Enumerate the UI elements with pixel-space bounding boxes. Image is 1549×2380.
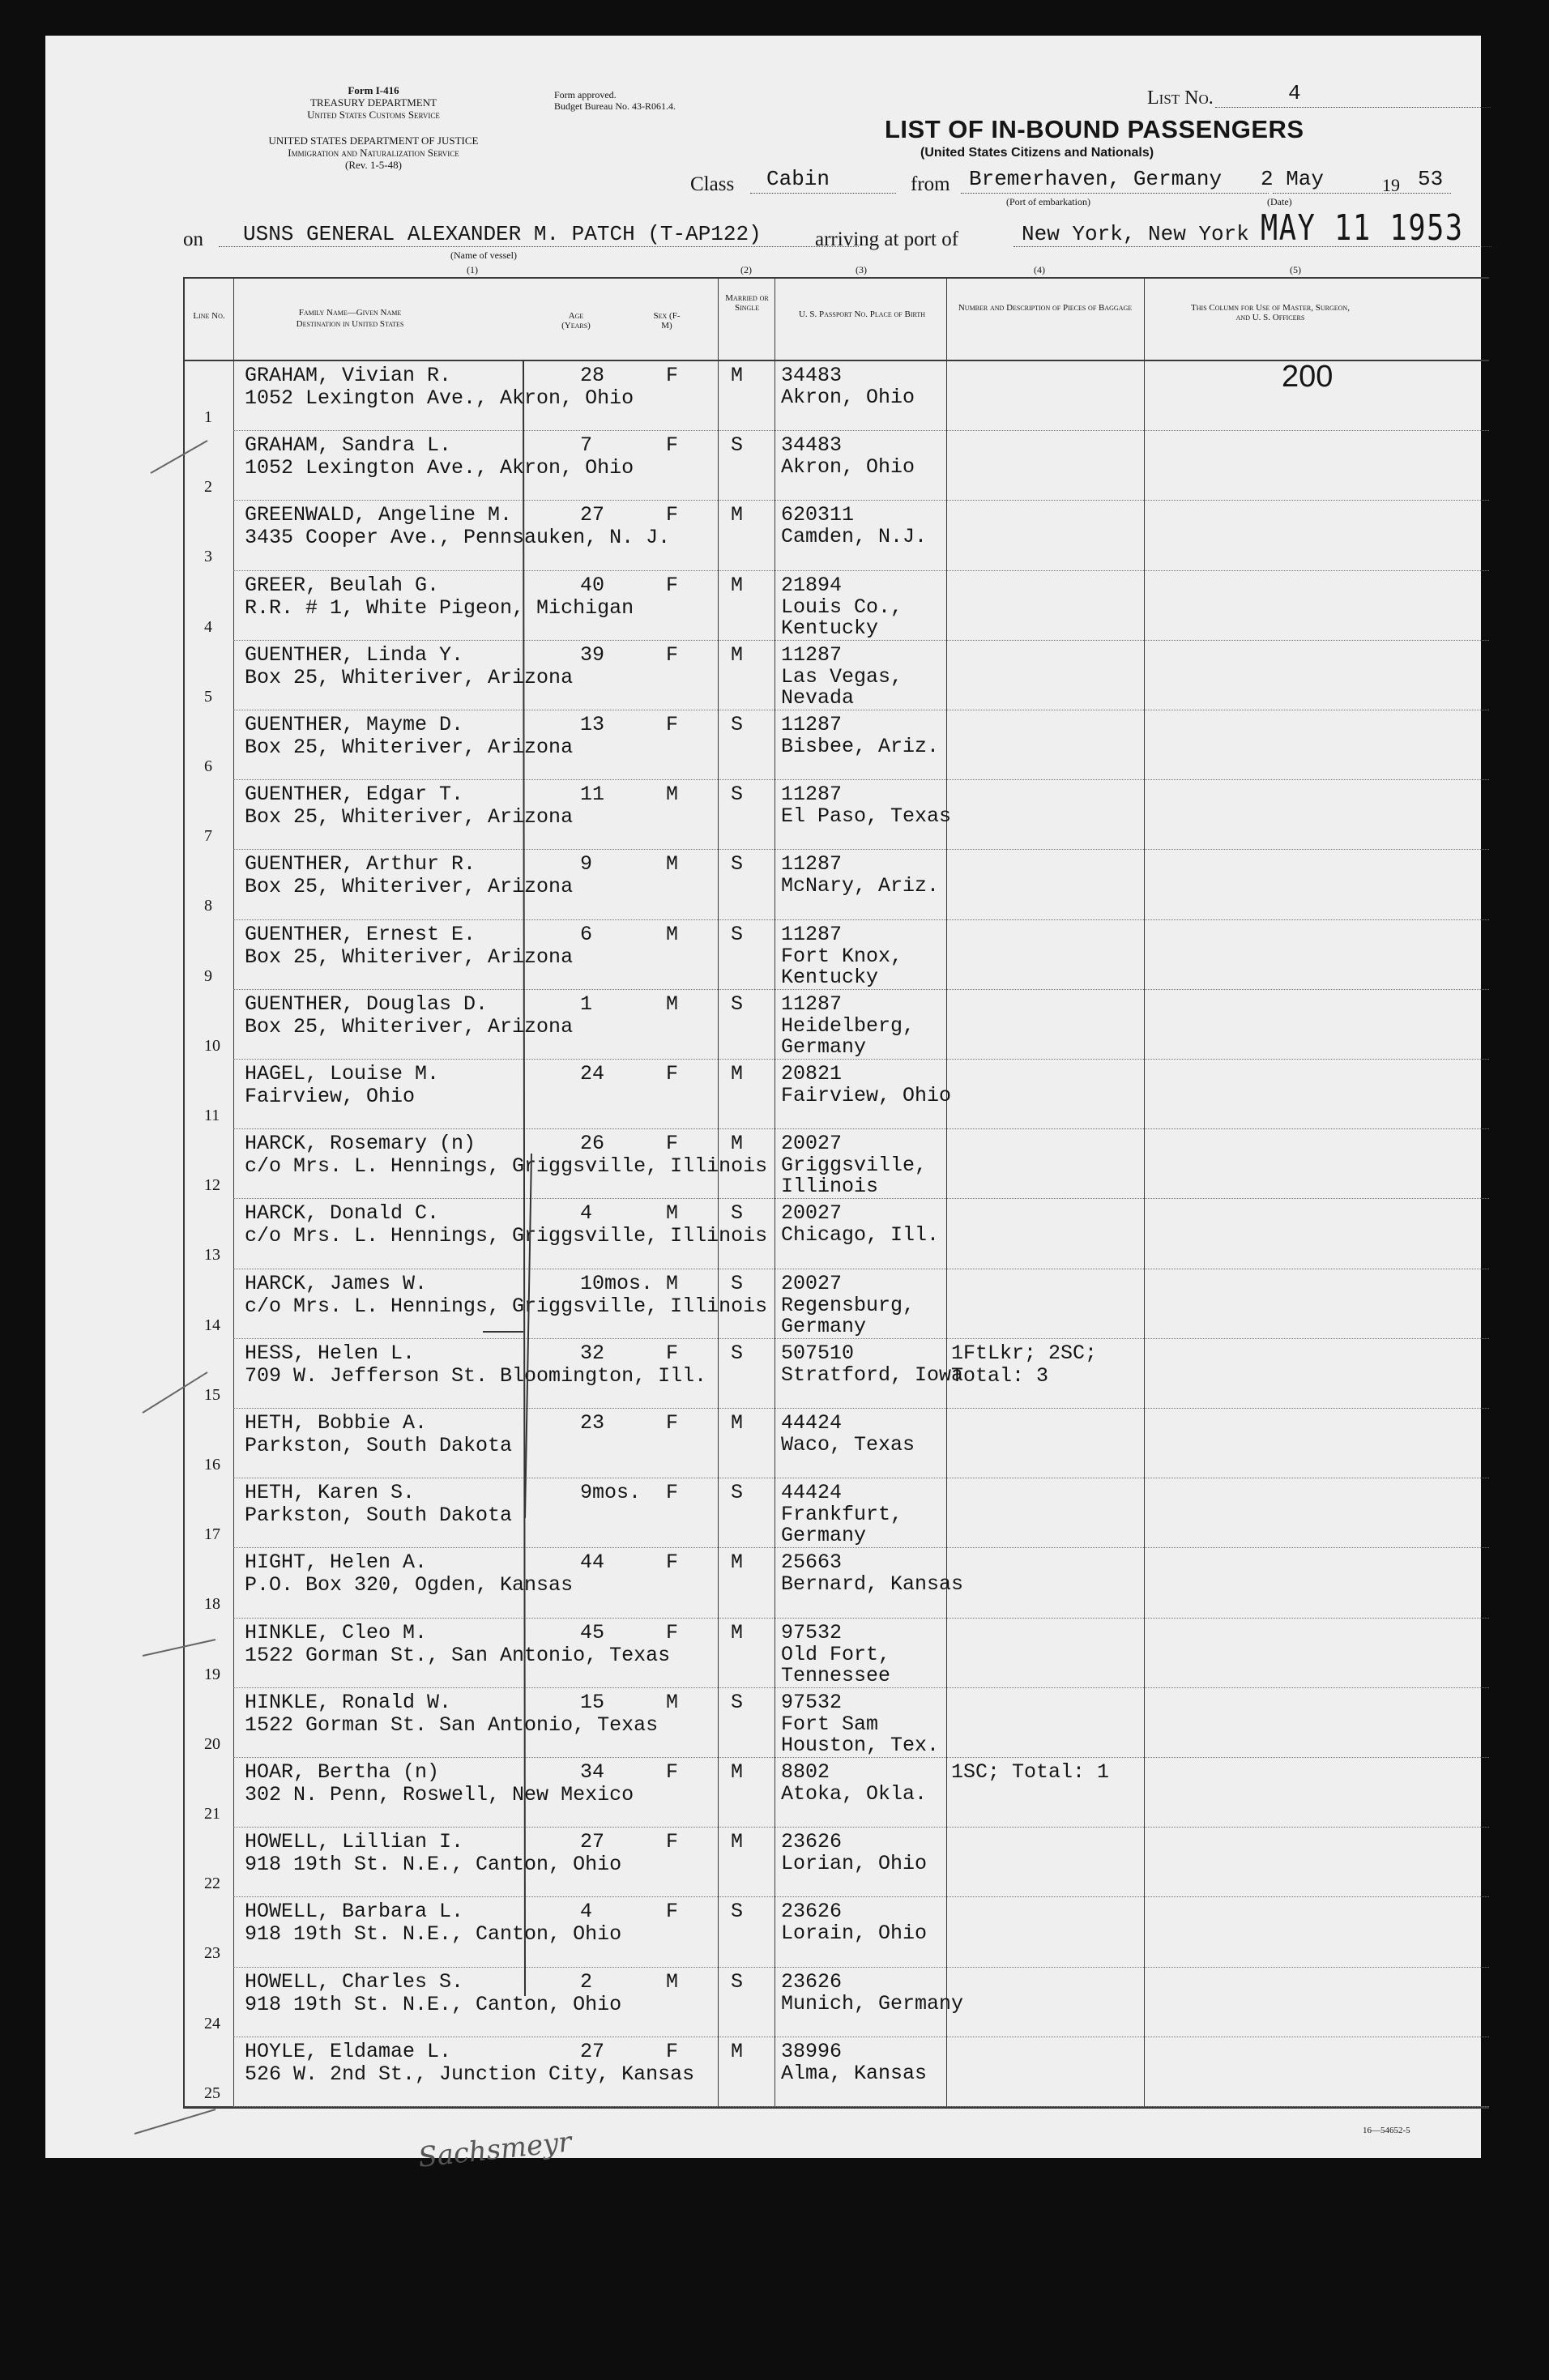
passenger-name: HARCK, Donald C. [245, 1201, 440, 1226]
marital-status: M [731, 1760, 744, 1784]
place-of-birth: Louis Co., Kentucky [781, 595, 903, 640]
passenger-name: GUENTHER, Ernest E. [245, 922, 476, 946]
line-number: 23 [204, 1944, 220, 1963]
passport-number: 25663 [781, 1550, 843, 1575]
port-caption: (Port of embarkation) [1006, 196, 1090, 207]
passenger-name: GRAHAM, Sandra L. [245, 433, 452, 458]
col-num: (5) [1290, 264, 1301, 275]
passenger-address: 526 W. 2nd St., Junction City, Kansas [245, 2062, 695, 2086]
col-num: (3) [856, 264, 867, 275]
passenger-age: 40 [580, 573, 605, 597]
passenger-age: 39 [580, 642, 605, 667]
passenger-age: 34 [580, 1760, 605, 1784]
passenger-name: GREER, Beulah G. [245, 573, 440, 597]
arriving-label: arriving at port of [815, 228, 959, 250]
marital-status: M [731, 1132, 744, 1156]
passenger-age: 10mos. [580, 1271, 654, 1295]
passenger-sex: F [666, 1830, 679, 1854]
line-number: 22 [204, 1875, 220, 1893]
passenger-sex: F [666, 1620, 679, 1644]
passenger-address: R.R. # 1, White Pigeon, Michigan [245, 595, 634, 620]
marital-status: S [731, 1969, 744, 1994]
passenger-address: 302 N. Penn, Roswell, New Mexico [245, 1783, 634, 1806]
passenger-address: c/o Mrs. L. Hennings, Griggsville, Illinois [245, 1224, 768, 1248]
line-number: 17 [204, 1525, 220, 1544]
date-caption: (Date) [1267, 196, 1292, 207]
passenger-address: c/o Mrs. L. Hennings, Griggsville, Illinois [245, 1154, 768, 1179]
line-number: 3 [204, 548, 212, 566]
class-label: Class [690, 173, 735, 195]
col-header-destination: Destination in United States [296, 319, 404, 329]
marital-status: M [731, 1550, 744, 1575]
passenger-age: 27 [580, 2039, 605, 2063]
col-num: (4) [1034, 264, 1045, 275]
place-of-birth: Camden, N.J. [781, 525, 928, 549]
passenger-sex: M [666, 852, 679, 877]
passenger-age: 27 [580, 1830, 605, 1854]
passport-number: 620311 [781, 503, 855, 527]
passenger-address: c/o Mrs. L. Hennings, Griggsville, Illinois [245, 1294, 768, 1318]
manifest-page [45, 36, 1481, 2174]
line-number: 13 [204, 1246, 220, 1265]
class-value: Cabin [766, 167, 830, 191]
place-of-birth: Akron, Ohio [781, 386, 915, 409]
passenger-name: HESS, Helen L. [245, 1341, 416, 1365]
marital-status: M [731, 1411, 744, 1435]
place-of-birth: Munich, Germany [781, 1991, 964, 2015]
line-number: 8 [204, 897, 212, 915]
list-no-label: List No. [1147, 87, 1214, 109]
place-of-birth: Fairview, Ohio [781, 1084, 952, 1107]
passenger-name: HINKLE, Cleo M. [245, 1620, 428, 1644]
marital-status: M [731, 1620, 744, 1644]
passenger-age: 13 [580, 713, 605, 736]
passenger-age: 24 [580, 1062, 605, 1086]
marital-status: S [731, 1481, 744, 1505]
passenger-age: 26 [580, 1132, 605, 1156]
marital-status: S [731, 1341, 744, 1365]
passport-number: 20027 [781, 1271, 843, 1295]
passport-number: 11287 [781, 992, 843, 1016]
col-num: (1) [467, 264, 478, 275]
passenger-name: GUENTHER, Edgar T. [245, 783, 464, 807]
verification-marks [45, 36, 1481, 2158]
passenger-age: 28 [580, 364, 605, 387]
line-number: 24 [204, 2014, 220, 2032]
line-number: 2 [204, 478, 212, 497]
customs-service: United States Customs Service [307, 109, 440, 121]
place-of-birth: Fort Sam Houston, Tex. [781, 1712, 940, 1757]
passenger-sex: M [666, 1969, 679, 1994]
passport-number: 44424 [781, 1411, 843, 1435]
place-of-birth: McNary, Ariz. [781, 874, 940, 898]
place-of-birth: Fort Knox, Kentucky [781, 944, 903, 989]
passport-number: 44424 [781, 1481, 843, 1505]
from-label: from [911, 173, 950, 195]
passport-number: 20821 [781, 1062, 843, 1086]
passenger-sex: F [666, 1411, 679, 1435]
passenger-age: 15 [580, 1690, 605, 1714]
place-of-birth: Stratford, Iowa [781, 1363, 964, 1387]
passport-number: 34483 [781, 364, 843, 387]
passenger-sex: F [666, 1760, 679, 1784]
vessel-name: USNS GENERAL ALEXANDER M. PATCH (T-AP122) [243, 222, 762, 246]
line-number: 5 [204, 687, 212, 706]
passenger-sex: F [666, 364, 679, 387]
page-subtitle: (United States Citizens and Nationals) [920, 146, 1154, 160]
passenger-address: 1052 Lexington Ave., Akron, Ohio [245, 456, 634, 480]
line-number: 10 [204, 1036, 220, 1055]
passenger-name: HOYLE, Eldamae L. [245, 2039, 452, 2063]
col-header-officers: This Column for Use of Master, Surgeon, and U. S. Officers [1191, 303, 1350, 322]
passenger-address: 1052 Lexington Ave., Akron, Ohio [245, 386, 634, 410]
passenger-name: HARCK, James W. [245, 1271, 428, 1295]
passenger-age: 27 [580, 503, 605, 527]
line-number: 15 [204, 1385, 220, 1404]
line-number: 14 [204, 1316, 220, 1334]
passenger-sex: F [666, 1132, 679, 1156]
passport-number: 8802 [781, 1760, 830, 1784]
passport-number: 34483 [781, 433, 843, 458]
line-number: 11 [204, 1107, 220, 1124]
passenger-sex: M [666, 1201, 679, 1226]
passenger-age: 4 [580, 1201, 593, 1226]
passenger-sex: F [666, 1550, 679, 1575]
passenger-age: 6 [580, 922, 593, 946]
form-number: Form I-416 [348, 84, 399, 96]
col-header-married: Married or Single [725, 293, 769, 313]
col-header-passport: U. S. Passport No. Place of Birth [798, 309, 926, 319]
passenger-address: Box 25, Whiteriver, Arizona [245, 665, 574, 689]
passenger-name: HOWELL, Charles S. [245, 1969, 464, 1994]
officers-number: 200 [1282, 360, 1334, 394]
passport-number: 11287 [781, 852, 843, 877]
passenger-age: 11 [580, 783, 605, 807]
passport-number: 507510 [781, 1341, 855, 1365]
passenger-address: 918 19th St. N.E., Canton, Ohio [245, 1992, 622, 2016]
marital-status: M [731, 1830, 744, 1854]
passport-number: 23626 [781, 1969, 843, 1994]
line-number: 4 [204, 617, 212, 636]
passenger-age: 4 [580, 1900, 593, 1924]
footer-code: 16—54652-5 [1363, 2126, 1410, 2135]
passenger-name: HOAR, Bertha (n) [245, 1760, 440, 1784]
line-number: 12 [204, 1176, 220, 1195]
passenger-address: 1522 Gorman St., San Antonio, Texas [245, 1643, 671, 1667]
passenger-address: P.O. Box 320, Ogden, Kansas [245, 1573, 574, 1597]
passport-number: 11287 [781, 713, 843, 736]
form-approval: Form approved. [554, 89, 617, 100]
line-number: 16 [204, 1456, 220, 1474]
col-header-name: Family Name—Given Name [298, 308, 402, 318]
passenger-age: 9 [580, 852, 593, 877]
marital-status: M [731, 364, 744, 387]
passenger-name: HETH, Karen S. [245, 1481, 416, 1505]
line-number: 7 [204, 827, 212, 846]
passport-number: 38996 [781, 2039, 843, 2063]
place-of-birth: Lorian, Ohio [781, 1852, 928, 1876]
passenger-address: 709 W. Jefferson St. Bloomington, Ill. [245, 1363, 707, 1388]
place-of-birth: Griggsville, Illinois [781, 1154, 928, 1199]
passenger-name: GUENTHER, Linda Y. [245, 642, 464, 667]
place-of-birth: Akron, Ohio [781, 455, 915, 480]
place-of-birth: Waco, Texas [781, 1433, 915, 1457]
passenger-address: 918 19th St. N.E., Canton, Ohio [245, 1922, 622, 1947]
place-of-birth: Chicago, Ill. [781, 1223, 940, 1248]
passenger-name: GRAHAM, Vivian R. [245, 364, 452, 387]
marital-status: M [731, 503, 744, 527]
passenger-sex: M [666, 992, 679, 1016]
passenger-address: Box 25, Whiteriver, Arizona [245, 805, 574, 830]
marital-status: M [731, 642, 744, 667]
treasury-department: TREASURY DEPARTMENT [309, 96, 437, 109]
marital-status: S [731, 852, 744, 877]
passenger-age: 44 [580, 1550, 605, 1575]
passport-number: 97532 [781, 1620, 843, 1644]
line-number: 1 [204, 408, 212, 426]
marital-status: S [731, 1201, 744, 1226]
arrival-port: New York, New York [1022, 222, 1249, 246]
line-number: 25 [204, 2084, 220, 2102]
port-embarkation: Bremerhaven, Germany [969, 167, 1223, 191]
list-no-value: 4 [1288, 81, 1301, 105]
baggage-description: 1SC; Total: 1 [951, 1760, 1110, 1784]
marital-status: M [731, 573, 744, 597]
passenger-address: Parkston, South Dakota [245, 1434, 513, 1457]
place-of-birth: Alma, Kansas [781, 2061, 928, 2085]
passenger-age: 23 [580, 1411, 605, 1435]
passenger-address: Fairview, Ohio [245, 1085, 416, 1108]
place-of-birth: El Paso, Texas [781, 804, 952, 829]
marital-status: S [731, 783, 744, 807]
passenger-sex: M [666, 1271, 679, 1295]
passport-number: 11287 [781, 783, 843, 807]
marital-status: S [731, 433, 744, 458]
page-title: LIST OF IN-BOUND PASSENGERS [885, 115, 1304, 143]
place-of-birth: Bernard, Kansas [781, 1572, 964, 1597]
passenger-sex: F [666, 1341, 679, 1365]
passenger-name: GUENTHER, Mayme D. [245, 713, 464, 736]
arrival-stamp: MAY 11 1953 [1261, 207, 1464, 249]
place-of-birth: Atoka, Okla. [781, 1782, 928, 1806]
passenger-name: HETH, Bobbie A. [245, 1411, 428, 1435]
passport-number: 11287 [781, 642, 843, 667]
passenger-sex: M [666, 922, 679, 946]
passenger-sex: F [666, 433, 679, 458]
year-suffix: 53 [1418, 167, 1444, 191]
on-label: on [183, 228, 203, 250]
line-number: 6 [204, 757, 212, 775]
budget-bureau: Budget Bureau No. 43-R061.4. [554, 100, 676, 112]
passenger-address: Box 25, Whiteriver, Arizona [245, 875, 574, 899]
passenger-sex: M [666, 783, 679, 807]
passenger-sex: F [666, 1481, 679, 1505]
line-number: 20 [204, 1734, 220, 1753]
place-of-birth: Heidelberg, Germany [781, 1013, 915, 1059]
passenger-address: 918 19th St. N.E., Canton, Ohio [245, 1853, 622, 1877]
place-of-birth: Old Fort, Tennessee [781, 1642, 891, 1687]
passenger-name: HARCK, Rosemary (n) [245, 1132, 476, 1156]
passenger-address: Parkston, South Dakota [245, 1503, 513, 1528]
passenger-name: GREENWALD, Angeline M. [245, 503, 513, 527]
passenger-sex: F [666, 642, 679, 667]
year-prefix: 19 [1382, 175, 1400, 195]
line-number: 19 [204, 1665, 220, 1683]
passenger-address: Box 25, Whiteriver, Arizona [245, 736, 574, 759]
marital-status: S [731, 992, 744, 1016]
passenger-sex: F [666, 1900, 679, 1924]
passenger-name: HIGHT, Helen A. [245, 1550, 428, 1575]
passenger-name: GUENTHER, Arthur R. [245, 852, 476, 877]
passenger-age: 1 [580, 992, 593, 1016]
place-of-birth: Regensburg, Germany [781, 1293, 915, 1338]
marital-status: S [731, 1690, 744, 1714]
signature: Sachsmeyr [416, 2126, 574, 2174]
line-number: 21 [204, 1805, 220, 1823]
passenger-sex: F [666, 713, 679, 736]
passenger-age: 45 [580, 1620, 605, 1644]
col-header-line-no: Line No. [193, 311, 225, 321]
place-of-birth: Las Vegas, Nevada [781, 664, 903, 710]
passport-number: 20027 [781, 1132, 843, 1156]
justice-department: UNITED STATES DEPARTMENT OF JUSTICE [268, 134, 479, 147]
place-of-birth: Bisbee, Ariz. [781, 735, 940, 758]
col-num: (2) [740, 264, 752, 275]
passenger-age: 2 [580, 1969, 593, 1994]
ins-service: Immigration and Naturalization Service [288, 147, 459, 159]
passenger-sex: F [666, 1062, 679, 1086]
passenger-address: 3435 Cooper Ave., Pennsauken, N. J. [245, 526, 671, 550]
passport-number: 23626 [781, 1900, 843, 1924]
departure-date: 2 May [1261, 167, 1325, 191]
passport-number: 20027 [781, 1201, 843, 1226]
passport-number: 97532 [781, 1690, 843, 1714]
baggage-description: 1FtLkr; 2SC; Total: 3 [951, 1341, 1098, 1388]
passenger-sex: F [666, 503, 679, 527]
passenger-address: Box 25, Whiteriver, Arizona [245, 945, 574, 969]
passenger-sex: F [666, 2039, 679, 2063]
passport-number: 11287 [781, 922, 843, 946]
passenger-age: 32 [580, 1341, 605, 1365]
passenger-name: HOWELL, Lillian I. [245, 1830, 464, 1854]
passenger-name: HAGEL, Louise M. [245, 1062, 440, 1086]
passenger-age: 9mos. [580, 1481, 642, 1505]
passenger-address: 1522 Gorman St. San Antonio, Texas [245, 1712, 659, 1737]
marital-status: M [731, 2039, 744, 2063]
passport-number: 23626 [781, 1830, 843, 1854]
passenger-age: 7 [580, 433, 593, 458]
passenger-name: GUENTHER, Douglas D. [245, 992, 489, 1016]
col-header-baggage: Number and Description of Pieces of Baggage [958, 303, 1133, 313]
passenger-address: Box 25, Whiteriver, Arizona [245, 1014, 574, 1039]
marital-status: S [731, 1900, 744, 1924]
passport-number: 21894 [781, 573, 843, 597]
line-number: 18 [204, 1595, 220, 1614]
revision-date: (Rev. 1-5-48) [345, 159, 402, 171]
passenger-name: HOWELL, Barbara L. [245, 1900, 464, 1924]
place-of-birth: Frankfurt, Germany [781, 1503, 903, 1548]
place-of-birth: Lorain, Ohio [781, 1921, 928, 1946]
passenger-sex: M [666, 1690, 679, 1714]
marital-status: S [731, 1271, 744, 1295]
marital-status: S [731, 922, 744, 946]
passenger-name: HINKLE, Ronald W. [245, 1690, 452, 1714]
marital-status: S [731, 713, 744, 736]
vessel-caption: (Name of vessel) [450, 250, 517, 261]
marital-status: M [731, 1062, 744, 1086]
passenger-sex: F [666, 573, 679, 597]
col-header-age: Age (Years) [561, 311, 591, 331]
line-number: 9 [204, 966, 212, 985]
col-header-sex: Sex (F-M) [653, 311, 681, 331]
